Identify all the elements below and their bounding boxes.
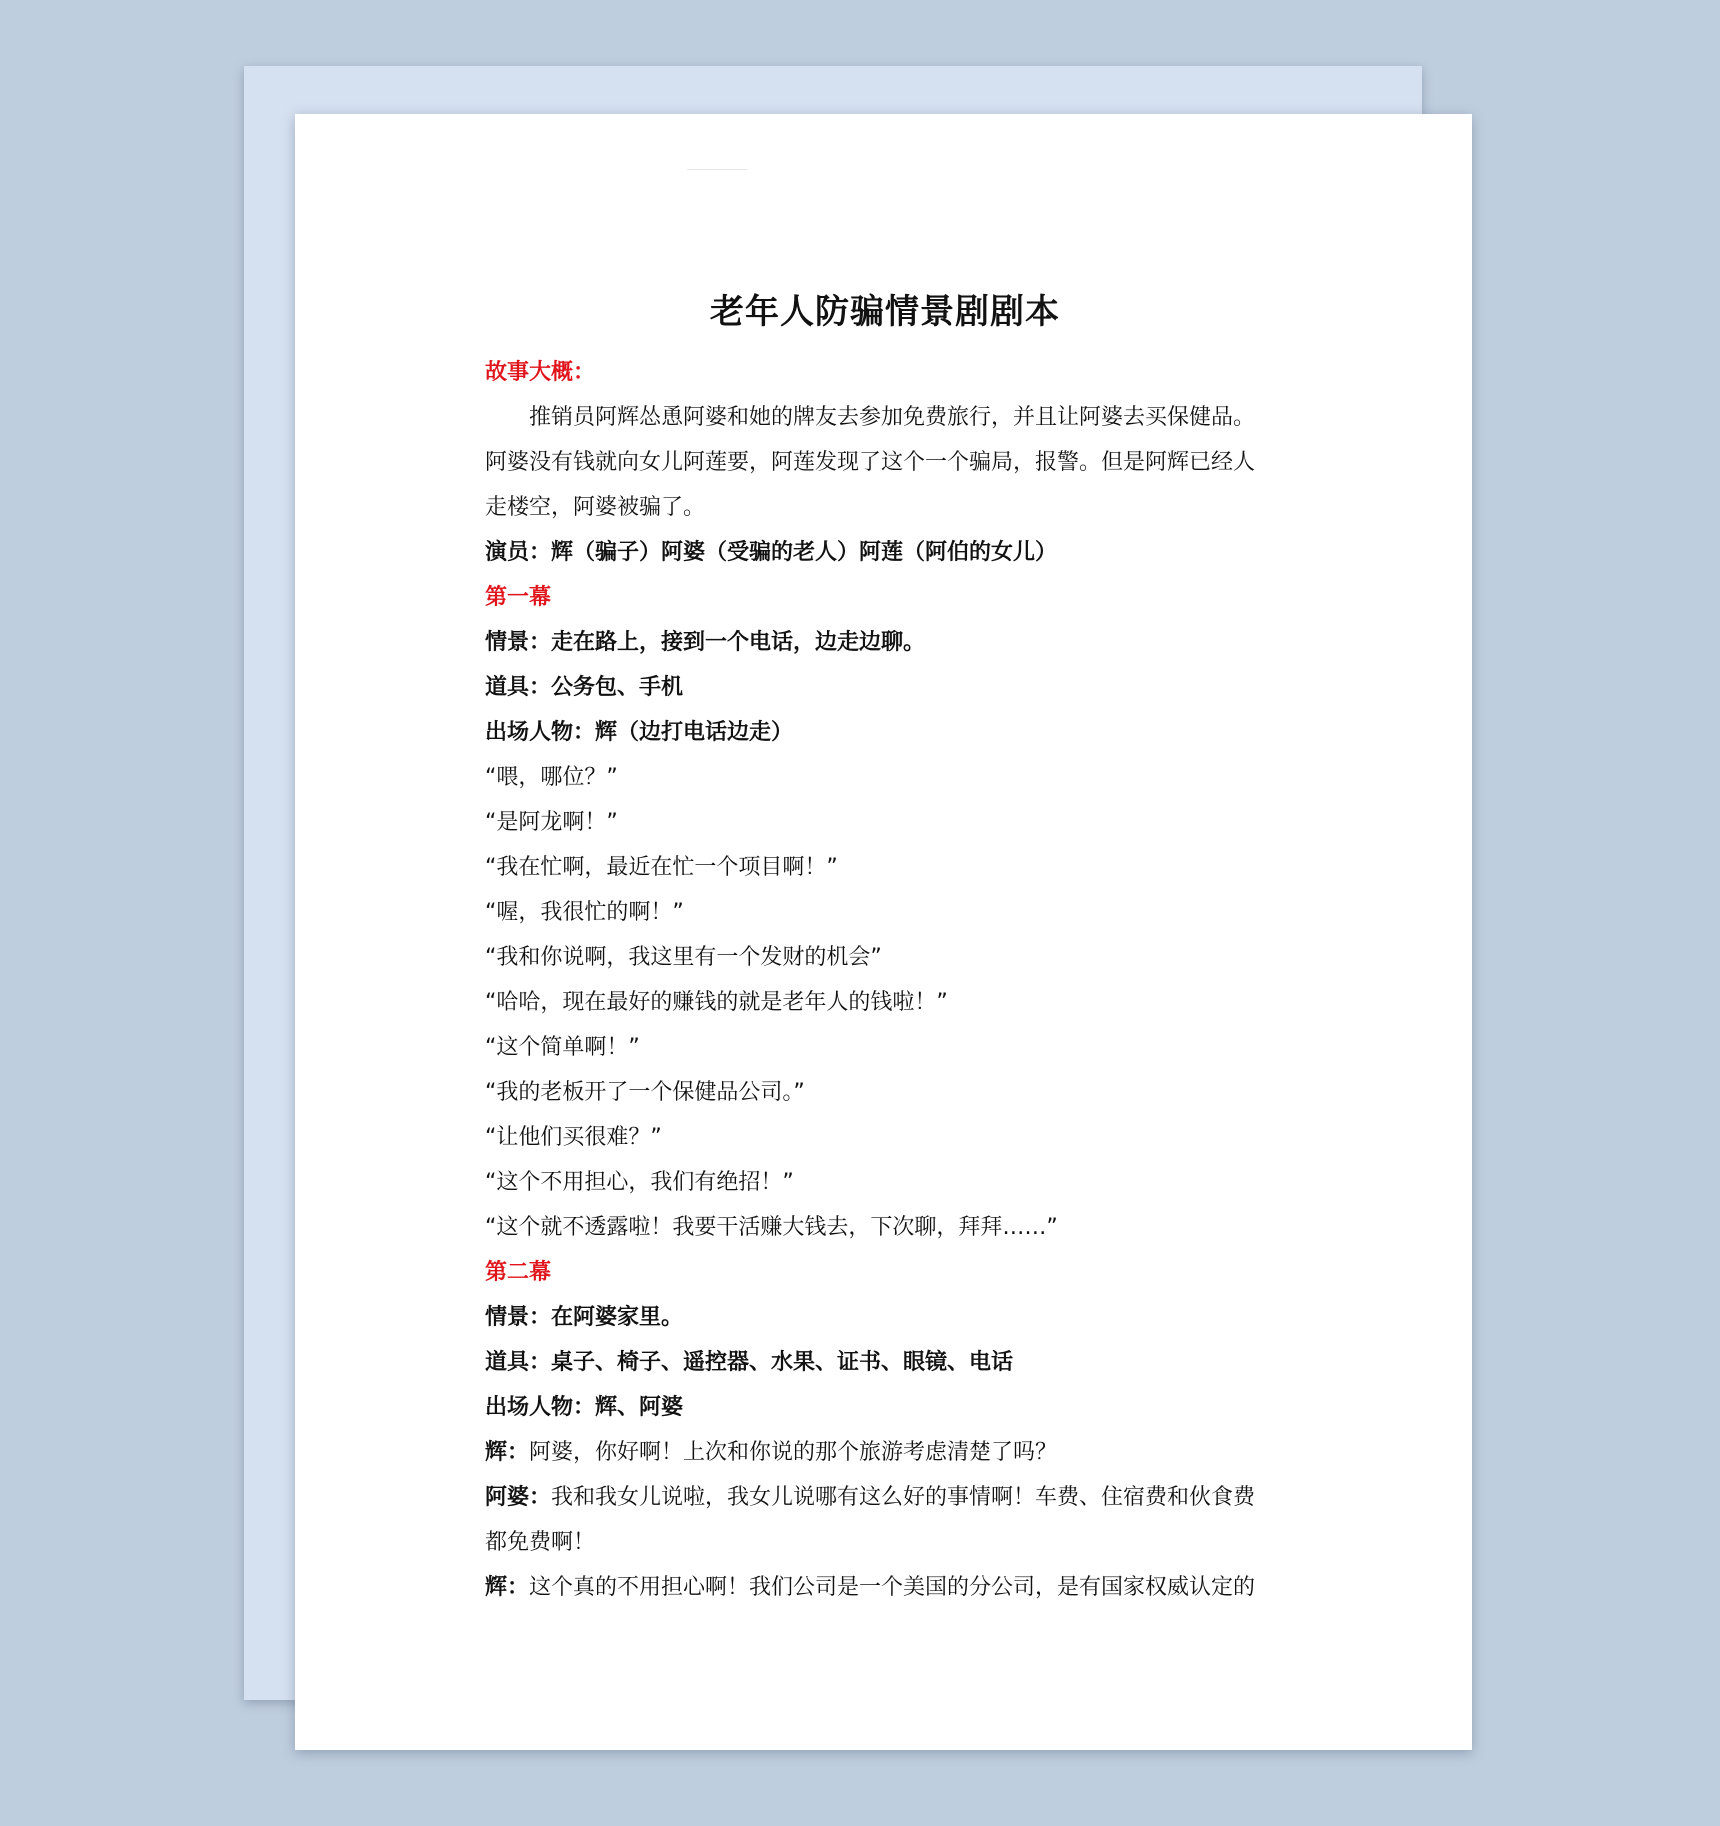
act2-dialogue-line xyxy=(485,1520,1285,1565)
dialogue-text: 阿婆，你好啊！上次和你说的那个旅游考虑清楚了吗？ xyxy=(529,1440,1058,1465)
act1-dialogue-line: “喂，哪位？” xyxy=(485,765,618,790)
act1-props: 道具：公务包、手机 xyxy=(485,675,684,700)
act1-dialogue-line: “喔，我很忙的啊！” xyxy=(485,900,684,925)
cast-line: 演员：辉（骗子）阿婆（受骗的老人）阿莲（阿伯的女儿） xyxy=(485,540,1058,565)
act1-dialogue-line: “这个不用担心，我们有绝招！” xyxy=(485,1170,794,1195)
document-page xyxy=(295,114,1472,1750)
dialogue-text: 这个真的不用担心啊！我们公司是一个美国的分公司，是有国家权威认定的 xyxy=(529,1575,1256,1600)
document-title: 老年人防骗情景剧剧本 xyxy=(710,292,1060,332)
act2-props: 道具：桌子、椅子、遥控器、水果、证书、眼镜、电话 xyxy=(485,1350,1014,1375)
speaker-name: 阿婆： xyxy=(485,1485,552,1510)
act1-dialogue-line: “我的老板开了一个保健品公司。” xyxy=(485,1080,805,1105)
summary-line: 推销员阿辉怂恿阿婆和她的牌友去参加免费旅行，并且让阿婆去买保健品。 xyxy=(529,405,1256,430)
act1-characters: 出场人物：辉（边打电话边走） xyxy=(485,720,794,745)
speaker-name: 辉： xyxy=(485,1440,530,1465)
act1-dialogue-line: “哈哈，现在最好的赚钱的就是老年人的钱啦！” xyxy=(485,990,948,1015)
summary-line: 走楼空，阿婆被骗了。 xyxy=(485,495,706,520)
act1-dialogue-line: “我和你说啊，我这里有一个发财的机会” xyxy=(485,945,882,970)
act1-dialogue-line: “是阿龙啊！” xyxy=(485,810,618,835)
act1-dialogue-line: “这个就不透露啦！我要干活赚大钱去，下次聊，拜拜……” xyxy=(485,1215,1058,1240)
header-divider xyxy=(687,169,747,170)
act2-scene: 情景：在阿婆家里。 xyxy=(485,1305,684,1330)
act1-dialogue-line: “让他们买很难？” xyxy=(485,1125,662,1150)
document-body xyxy=(485,274,1285,1610)
act1-scene: 情景：走在路上，接到一个电话，边走边聊。 xyxy=(485,630,926,655)
act1-heading: 第一幕 xyxy=(485,585,552,610)
act2-dialogue-line xyxy=(485,1475,1285,1520)
act2-characters: 出场人物：辉、阿婆 xyxy=(485,1395,684,1420)
act2-dialogue-line xyxy=(485,1430,1285,1475)
summary-line: 阿婆没有钱就向女儿阿莲要，阿莲发现了这个一个骗局，报警。但是阿辉已经人 xyxy=(485,450,1256,475)
summary-heading: 故事大概： xyxy=(485,360,596,385)
act1-dialogue-line: “我在忙啊，最近在忙一个项目啊！” xyxy=(485,855,838,880)
speaker-name: 辉： xyxy=(485,1575,530,1600)
act2-dialogue-line xyxy=(485,1565,1285,1610)
dialogue-text: 我和我女儿说啦，我女儿说哪有这么好的事情啊！车费、住宿费和伙食费 xyxy=(551,1485,1256,1510)
dialogue-text: 都免费啊！ xyxy=(485,1530,596,1555)
act1-dialogue-line: “这个简单啊！” xyxy=(485,1035,640,1060)
act2-heading: 第二幕 xyxy=(485,1260,552,1285)
